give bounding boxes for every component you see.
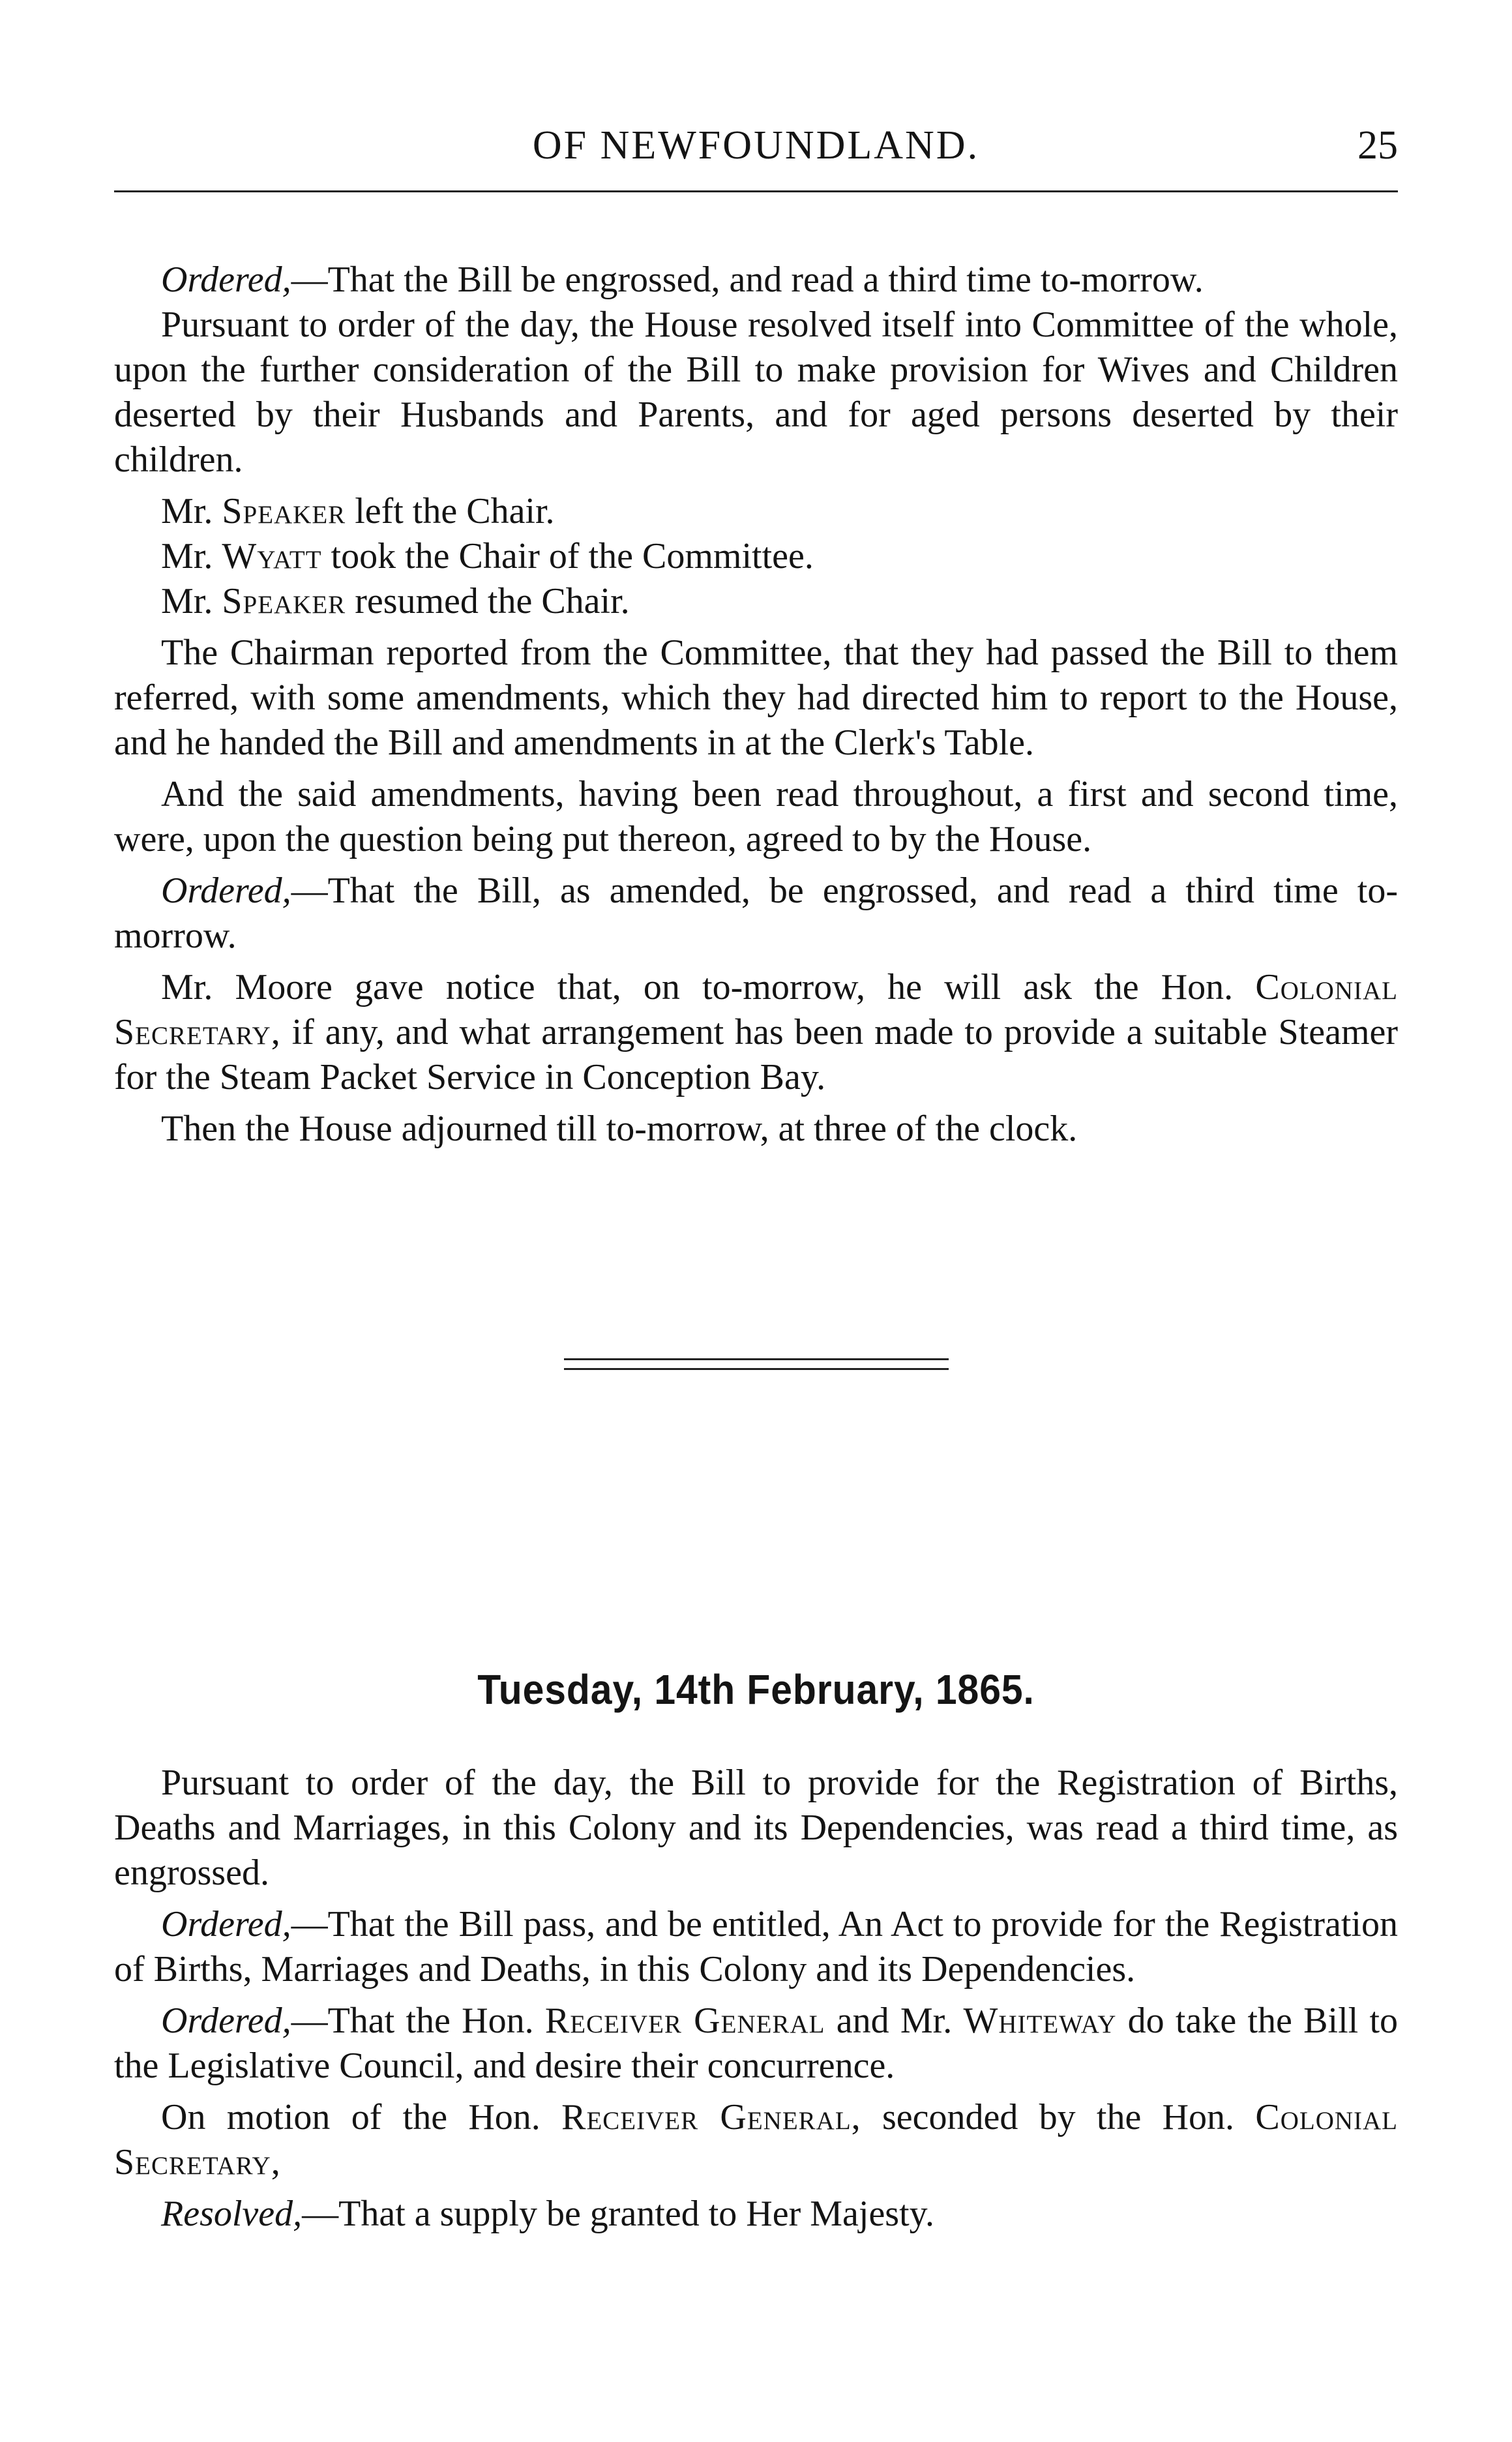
paragraph-text: do take the Bill to the Legislative Council, and desire their concurrence. [114,2001,1399,2086]
paragraph-adjourned [114,1107,1398,1152]
office-title: Colonial Secretary, [114,2097,1399,2182]
paragraph-text: And the said amendments, having been read throughout, a first and second time, were, upon the question being put thereon, agreed to by the House. [114,774,1398,859]
paragraph-wyatt-chair [114,534,1398,579]
paragraph-chairman-report [114,631,1398,766]
page-header [114,117,1398,170]
paragraph-ordered-amended [114,869,1398,959]
paragraph-speaker-left [114,489,1398,534]
paragraph-text: if any, and what arrangement has been made to provide a suitable Steamer for the Steam Packet Service in Conception Bay. [114,1012,1399,1097]
title-mr: Mr. [161,581,213,621]
paragraph-text: —That the Bill pass, and be entitled, An Act to provide for the Registration of Births, Marriages and Deaths, in this Colony and its Dependencies. [114,1904,1398,1989]
paragraph-ordered-pass [114,1902,1398,1992]
paragraph-text: The Chairman reported from the Committee, that they had passed the Bill to them referred, with some amendments, which they had directed him to report to the House, and he handed the Bill and amendments in at the Clerk's Table. [114,633,1398,763]
paragraph-text: resumed the Chair. [355,581,630,621]
office-title: Receiver General [544,2001,825,2041]
ordered-label: Ordered, [161,1904,291,1944]
paragraph-text: left the Chair. [355,491,555,531]
paragraph-motion [114,2095,1398,2185]
paragraph-resolved-supply [114,2192,1398,2237]
date-heading: Tuesday, 14th February, 1865. [477,1666,1035,1713]
paragraph-text: Mr. Moore gave notice that, on to-morrow, he will ask the Hon. [161,967,1234,1007]
resolved-label: Resolved, [161,2194,303,2234]
header-rule [114,190,1398,192]
speaker-name: Speaker [222,491,346,531]
ordered-label: Ordered, [161,871,291,911]
section-divider [564,1358,949,1370]
speaker-name: Speaker [222,581,346,621]
paragraph-amendments-agreed [114,772,1398,862]
paragraph-text: —That the Bill be engrossed, and read a third time to-morrow. [291,260,1204,300]
paragraph-text: —That a supply be granted to Her Majesty. [302,2194,935,2234]
paragraph-registration-bill [114,1761,1398,1896]
paragraph-committee [114,303,1398,483]
paragraph-text: seconded by the Hon. [882,2097,1235,2137]
paragraph-text: took the Chair of the Committee. [331,536,814,576]
paragraph-moore-notice [114,965,1398,1100]
paragraph-speaker-resumed [114,579,1398,624]
paragraph-ordered-engrossed [114,258,1398,303]
member-name: Wyatt [222,536,322,576]
paragraph-text: Pursuant to order of the day, the Bill to provide for the Registration of Births, Deaths and Marriages, in this Colony and its Dependencies, was read a third time, as engrossed. [114,1763,1398,1893]
paragraph-text: and Mr. [836,2001,953,2041]
office-title: Colonial Secretary, [114,967,1398,1052]
proceedings-block-2 [114,1761,1398,2237]
paragraph-ordered-council [114,1999,1398,2089]
proceedings-block-1 [114,258,1398,1152]
paragraph-text: —That the Hon. [291,2001,534,2041]
ordered-label: Ordered, [161,260,291,300]
title-mr: Mr. [161,491,213,531]
office-title: Receiver General, [561,2097,861,2137]
paragraph-text: —That the Bill, as amended, be engrossed, and read a third time to-morrow. [114,871,1398,956]
ordered-label: Ordered, [161,2001,291,2041]
member-name: Whiteway [963,2001,1117,2041]
paragraph-text: Pursuant to order of the day, the House resolved itself into Committee of the whole, upon the further consideration of the Bill to make provision for Wives and Children deserted by their Husbands and Parents, and for aged persons deserted by their children. [114,305,1398,480]
paragraph-text: Then the House adjourned till to-morrow, at three of the clock. [161,1109,1078,1149]
running-title: OF NEWFOUNDLAND. [532,123,980,168]
paragraph-text: On motion of the Hon. [161,2097,541,2137]
page-number: 25 [1357,123,1398,168]
title-mr: Mr. [161,536,213,576]
